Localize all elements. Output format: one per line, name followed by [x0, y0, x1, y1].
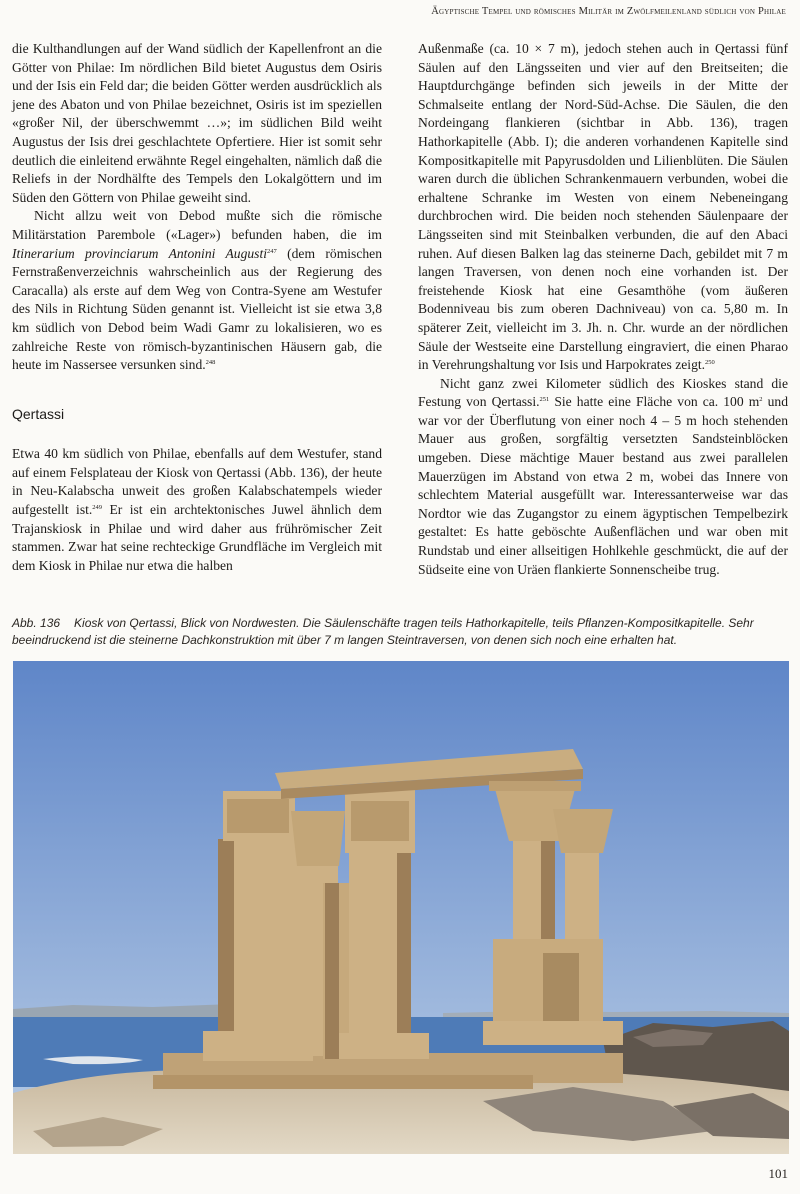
paragraph: die Kulthandlungen auf der Wand südlich der Kapellenfront an die Götter von Philae: Im nördlichen Bild bietet Augustus dem Osiris und der Isis ein Feld dar; die beiden Götter werden ausdrücklich als jene des Abaton und von Philae bezeichnet, Osiris ist im speziellen «großer Nil, der überschwemmt …»; im südlichen Bild weiht Augustus der Isis drei geschlachtete Opfertiere. Hier ist somit sehr deutlich die einleitend erwähnte Regel eingehalten, nämlich daß die Reliefs in der Nordhälfte des Tempels den Lokalgöttern und im Süden den Göttern von Philae geweiht sind. — [12, 41, 382, 205]
paragraph: Etwa 40 km südlich von Philae, ebenfalls auf dem Westufer, stand auf einem Felsplateau der Kiosk von Qertassi (Abb. 136), der heute in Neu-Kalabscha unweit des großen Kalabschatempels wieder aufgestellt ist.$^{249}$ Er ist ein archtektonisches Juwel ähnlich dem Trajanskiosk in Philae und wird daher aus frührömischer Zeit stammen. Zwar hat seine rechteckige Grundfläche im Vergleich mit dem Kiosk in Philae nur etwa die halben — [12, 446, 383, 573]
unit-exponent: 2 — [759, 396, 763, 404]
footnote-ref[interactable]: 247 — [267, 247, 277, 255]
left-column — [12, 40, 382, 575]
paragraph: Nicht allzu weit von Debod mußte sich die römische Militärstation Parembole («Lager») befunden haben, die im Itinerarium provinciarum Antonini Augusti$^{247}$ (dem römischen Fernstraßenverzeichnis wahrscheinlich aus der Regierung des Caracalla) als erste auf dem Weg von Contra-Syene am Westufer des Nils in Richtung Süden genannt ist. Vielleicht ist sie etwa 3,8 km südlich von Debod beim Wadi Gamr zu lokalisieren, wo es zahlreiche Reste von römisch-byzantinischen Häusern gab, die heute im Nassersee versunken sind.$^{248}$ — [12, 208, 382, 373]
figure-photo — [13, 661, 789, 1154]
footnote-ref[interactable]: 250 — [705, 359, 715, 367]
running-head: Ägyptische Tempel und römisches Militär im Zwölfmeilenland südlich von Philae — [431, 6, 786, 17]
kiosk-step — [153, 1075, 533, 1089]
footnote-ref[interactable]: 249 — [92, 504, 103, 512]
footnote-ref[interactable]: 251 — [539, 396, 550, 404]
caption-text: Kiosk von Qertassi, Blick von Nordwesten. Die Säulenschäfte tragen teils Hathorkapitelle, teils Pflanzen-Kompositkapitelle. Sehr beeindruckend ist die steinerne Dachkonstruktion mit über 7 m langen Steintraversen, von denen sich noch eine erhalten hat. — [12, 616, 754, 647]
figure-caption — [12, 615, 790, 648]
footnote-ref[interactable]: 248 — [205, 359, 216, 367]
italic-title: Itinerarium provinciarum Antonini Augusti — [12, 245, 268, 261]
paragraph: Nicht ganz zwei Kilometer südlich des Kioskes stand die Festung von Qertassi.$^{251}$ Sie hatte eine Fläche von ca. 100 $m^2$ und war vor der Überflutung von einer noch 4 – 5 m hoch stehenden Mauer aus großen, sorgfältig versetzten Sandsteinblöcken umgeben. Diese mächtige Mauer bestand aus zwei parallelen Mauerzügen im Abstand von etwa 2 m, wobei das Innere von schlechtem Material ausgefüllt war. Interessanterweise war das Nordtor wie das Zugangstor zu einem ägyptischen Tempelbezirk gestaltet: Es hatte geböschte Außenflächen und war oben mit Rundstab und einer allseitigen Hohlkehle geschmückt, die auf der Südseite eine von Uräen flankierte Sonnenscheibe trug. — [418, 375, 789, 577]
kiosk-photo-illustration — [13, 661, 789, 1154]
right-column — [418, 40, 788, 579]
figure-label: Abb. 136 — [12, 616, 61, 630]
page-number: 101 — [768, 1166, 788, 1181]
section-heading: Qertassi — [12, 405, 65, 422]
paragraph: Außenmaße (ca. 10 × 7 m), jedoch stehen auch in Qertassi fünf Säulen auf den Längsseiten und vier auf den Breitseiten; die Hauptdurchgänge befinden sich jeweils in der Mitte der Schmalseite entlang der Nord-Süd-Achse. Die Säulen, die den Nordeingang flankieren (sichtbar in Abb. 136), tragen Hathorkapitelle (Abb. I); die anderen vorhandenen Kapitelle sind Kompositkapitelle mit Papyrusdolden und Lilienblüten. Die Säulen waren durch die üblichen Schrankenmauern verbunden, wobei die erhaltene Schranke im Westen von einem Nebeneingang durchbrochen wird. Die beiden noch stehenden Säulenpaare der Längsseiten sind mit Steinbalken verbunden, die auf den Abaci ruhen. Auf diesen Balken lag das steinerne Dach, gebildet mit 7 m langen Traversen, von denen noch eine vorhanden ist. Der freistehende Kiosk hat eine Gesamthöhe (vom äußeren Bodenniveau bis zum oberen Dachniveau) von ca. 5,80 m. In späterer Zeit, vielleicht im 3. Jh. n. Chr. wurde an der nördlichen Säule der Westseite eine Darstellung eingraviert, die einen Pharao in Verehrungshaltung vor Isis und Harpokrates zeigt.$^{250}$ — [418, 41, 788, 373]
